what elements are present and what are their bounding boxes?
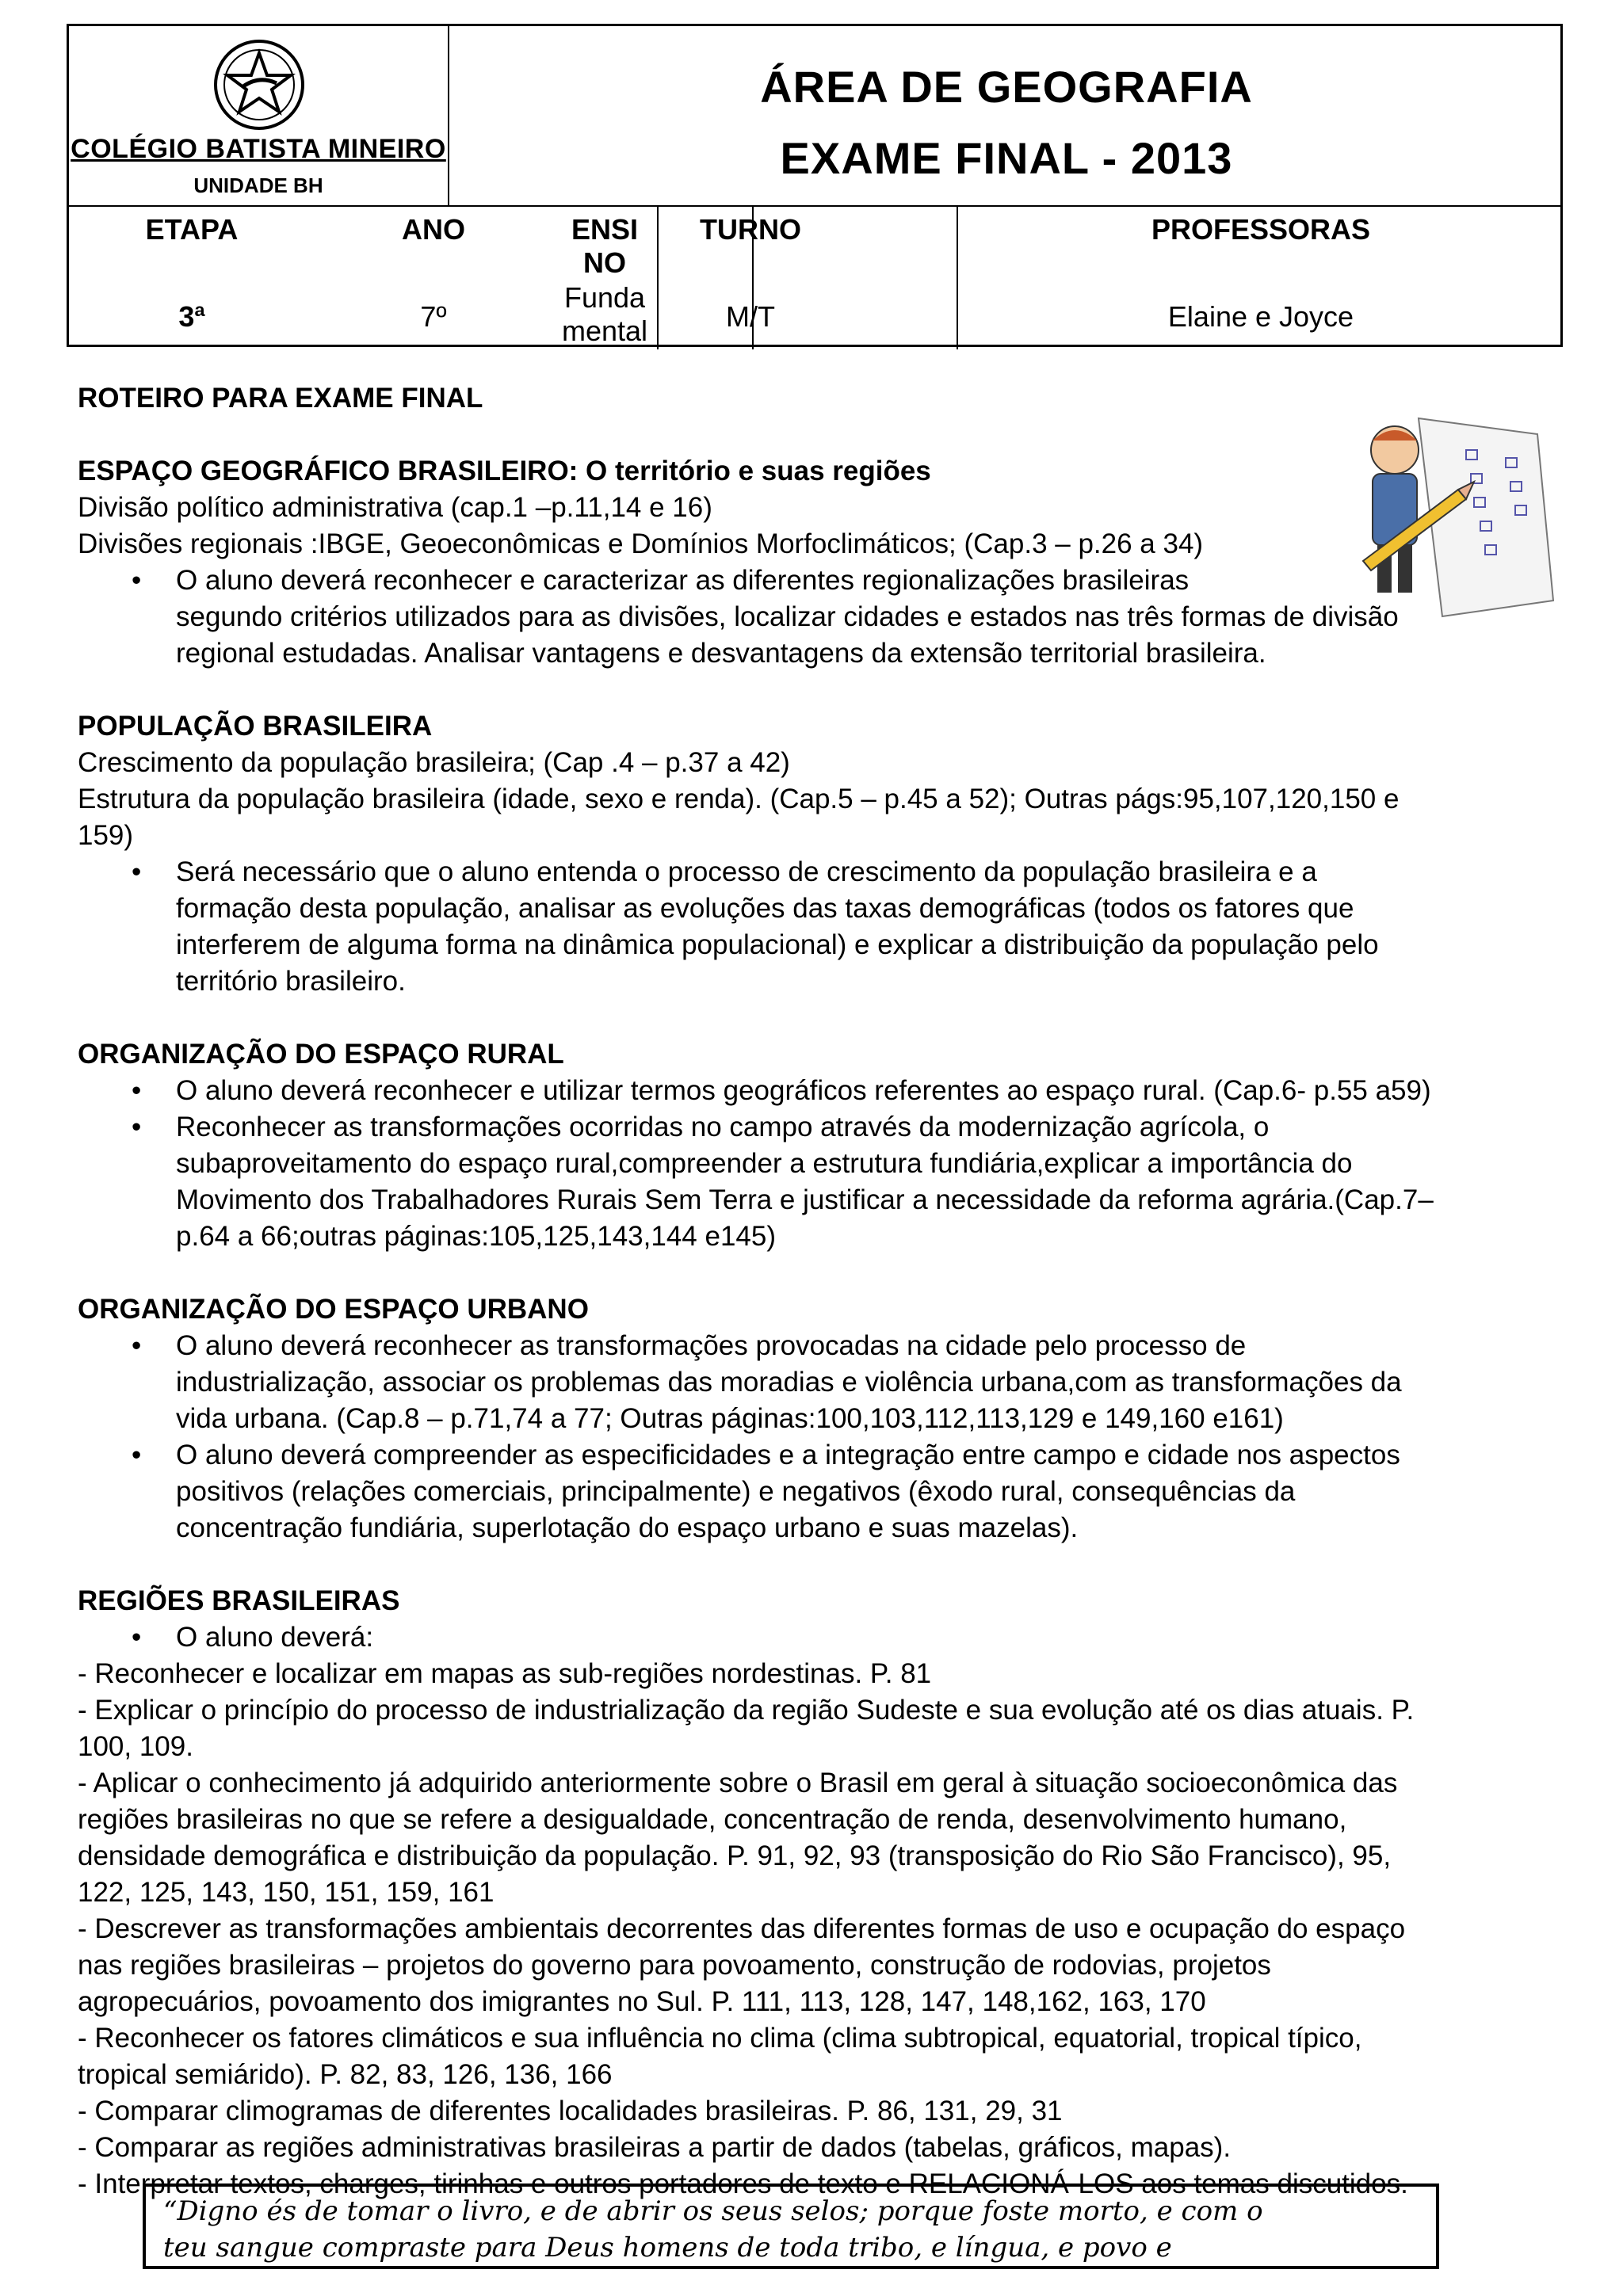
value-ano: 7º — [420, 300, 447, 333]
text-line: tropical semiárido). P. 82, 83, 126, 136, 166 — [78, 2059, 613, 2090]
bullet-list — [78, 854, 1568, 1000]
text-line: - Comparar as regiões administrativas brasileiras a partir de dados (tabelas, gráficos, mapas). — [78, 2132, 1232, 2163]
text-line: - Explicar o princípio do processo de industrialização da região Sudeste e sua evolução até os dias atuais. P. — [78, 1695, 1415, 1726]
school-unit: UNIDADE BH — [193, 174, 323, 197]
section-heading: ORGANIZAÇÃO DO ESPAÇO URBANO — [78, 1294, 589, 1325]
section-heading: ROTEIRO PARA EXAME FINAL — [78, 383, 483, 414]
text-line: nas regiões brasileiras – projetos do governo para povoamento, construção de rodovias, projetos — [78, 1950, 1271, 1981]
text-line: - Reconhecer e localizar em mapas as sub-regiões nordestinas. P. 81 — [78, 1658, 932, 1689]
text-line: - Aplicar o conhecimento já adquirido anteriormente sobre o Brasil em geral à situação socioeconômica das — [78, 1768, 1398, 1798]
text-line: concentração fundiária, superlotação do espaço urbano e suas mazelas). — [176, 1512, 1079, 1543]
text-line: p.64 a 66;outras páginas:105,125,143,144 e145) — [176, 1221, 777, 1252]
list-item — [78, 1109, 1568, 1255]
text-line: regiões brasileiras no que se refere a desigualdade, concentração de renda, desenvolvimento humano, — [78, 1804, 1347, 1835]
text-line: - Interpretar textos, charges, tirinhas e outros portadores de texto e RELACIONÁ-LOS aos temas discutidos. — [78, 2168, 1408, 2199]
value-ensino-2: mental — [561, 315, 648, 347]
header-table — [67, 24, 1563, 347]
section-heading: POPULAÇÃO BRASILEIRA — [78, 711, 433, 742]
list-item — [78, 854, 1568, 1000]
text-line: Reconhecer as transformações ocorridas no campo através da modernização agrícola, o — [176, 1112, 1270, 1142]
text-line: Será necessário que o aluno entenda o processo de crescimento da população brasileira e a — [176, 856, 1317, 887]
list-item — [78, 1073, 1568, 1109]
text-line: positivos (relações comerciais, principalmente) e negativos (êxodo rural, consequências da — [176, 1476, 1296, 1507]
text-line: densidade demográfica e distribuição da população. P. 91, 92, 93 (transposição do Rio São Francisco), 95, — [78, 1840, 1392, 1871]
text-line: O aluno deverá reconhecer e caracterizar as diferentes regionalizações brasileiras — [176, 565, 1190, 596]
col-header-ensino-2: NO — [583, 246, 626, 279]
quote-line: “Digno és de tomar o livro, e de abrir os seus selos; porque foste morto, e com o — [163, 2195, 1263, 2227]
section-heading: ORGANIZAÇÃO DO ESPAÇO RURAL — [78, 1039, 564, 1070]
text-line: - Descrever as transformações ambientais decorrentes das diferentes formas de uso e ocupação do espaço — [78, 1913, 1406, 1944]
list-item — [78, 1619, 1568, 1656]
bullet-icon: • — [132, 1330, 142, 1361]
bullet-list — [78, 563, 1568, 672]
bullet-list — [78, 1328, 1568, 1547]
col-header-professoras: PROFESSORAS — [1151, 213, 1371, 246]
school-name: COLÉGIO BATISTA MINEIRO — [71, 134, 446, 164]
value-etapa: 3ª — [178, 300, 205, 333]
list-item — [78, 1328, 1568, 1437]
text-line: - Reconhecer os fatores climáticos e sua influência no clima (clima subtropical, equatorial, tropical típico, — [78, 2023, 1362, 2054]
text-line: vida urbana. (Cap.8 – p.71,74 a 77; Outras páginas:100,103,112,113,129 e 149,160 e161) — [176, 1403, 1284, 1434]
bullet-icon: • — [132, 1440, 142, 1470]
quote-line: teu sangue compraste para Deus homens de toda tribo, e língua, e povo e — [163, 2232, 1172, 2264]
value-turno: M/T — [726, 300, 775, 333]
text-line: agropecuários, povoamento dos imigrantes no Sul. P. 111, 113, 128, 147, 148,162, 163, 170 — [78, 1986, 1206, 2017]
text-line: Movimento dos Trabalhadores Rurais Sem Terra e justificar a necessidade da reforma agrária.(Cap.7– — [176, 1184, 1434, 1215]
text-line: regional estudadas. Analisar vantagens e desvantagens da extensão territorial brasileira. — [176, 638, 1266, 669]
document-body — [78, 380, 1568, 2203]
star-seal-icon — [212, 37, 307, 132]
text-line: 122, 125, 143, 150, 151, 159, 161 — [78, 1877, 495, 1908]
value-professoras: Elaine e Joyce — [1167, 300, 1354, 333]
bullet-list — [78, 1619, 1568, 1656]
value-ensino-1: Funda — [563, 281, 646, 314]
col-header-ensino-1: ENSI — [571, 213, 639, 246]
text-line: Divisões regionais :IBGE, Geoeconômicas e Domínios Morfoclimáticos; (Cap.3 – p.26 a 34) — [78, 528, 1204, 559]
page-subtitle: EXAME FINAL - 2013 — [780, 133, 1233, 183]
text-line: segundo critérios utilizados para as divisões, localizar cidades e estados nas três formas de divisão — [176, 601, 1399, 632]
school-logo — [69, 26, 448, 207]
bullet-list — [78, 1073, 1568, 1255]
list-item — [78, 1437, 1568, 1547]
text-line: subaproveitamento do espaço rural,compreender a estrutura fundiária,explicar a importância do — [176, 1148, 1353, 1179]
bullet-icon: • — [132, 1075, 142, 1106]
section-heading: ESPAÇO GEOGRÁFICO BRASILEIRO: O território e suas regiões — [78, 456, 931, 486]
text-line: O aluno deverá reconhecer e utilizar termos geográficos referentes ao espaço rural. (Cap.6- p.55 a59) — [176, 1075, 1431, 1106]
col-header-ano: ANO — [402, 213, 465, 246]
col-header-turno: TURNO — [700, 213, 801, 246]
text-line: industrialização, associar os problemas das moradias e violência urbana,com as transformações da — [176, 1367, 1402, 1398]
bullet-icon: • — [132, 1622, 142, 1653]
text-line: O aluno deverá compreender as especificidades e a integração entre campo e cidade nos aspectos — [176, 1440, 1400, 1470]
col-header-etapa: ETAPA — [145, 213, 239, 246]
text-line: - Comparar climogramas de diferentes localidades brasileiras. P. 86, 131, 29, 31 — [78, 2096, 1063, 2126]
text-line: território brasileiro. — [176, 966, 406, 997]
text-line: formação desta população, analisar as evoluções das taxas demográficas (todos os fatores que — [176, 893, 1354, 924]
bible-quote-box — [143, 2183, 1439, 2269]
page-title: ÁREA DE GEOGRAFIA — [760, 62, 1253, 112]
section-heading: REGIÕES BRASILEIRAS — [78, 1585, 400, 1616]
text-line: O aluno deverá reconhecer as transformações provocadas na cidade pelo processo de — [176, 1330, 1247, 1361]
text-line: O aluno deverá: — [176, 1622, 374, 1653]
text-line: interferem de alguma forma na dinâmica populacional) e explicar a distribuição da população pelo — [176, 929, 1379, 960]
bullet-icon: • — [132, 565, 142, 596]
bullet-icon: • — [132, 856, 142, 887]
text-line: 159) — [78, 820, 134, 851]
text-line: Divisão político administrativa (cap.1 –p.11,14 e 16) — [78, 492, 712, 523]
list-item — [78, 563, 1568, 672]
text-line: Crescimento da população brasileira; (Cap .4 – p.37 a 42) — [78, 747, 790, 778]
bullet-icon: • — [132, 1112, 142, 1142]
text-line: 100, 109. — [78, 1731, 193, 1762]
text-line: Estrutura da população brasileira (idade, sexo e renda). (Cap.5 – p.45 a 52); Outras págs:95,107,120,150 e — [78, 784, 1400, 814]
